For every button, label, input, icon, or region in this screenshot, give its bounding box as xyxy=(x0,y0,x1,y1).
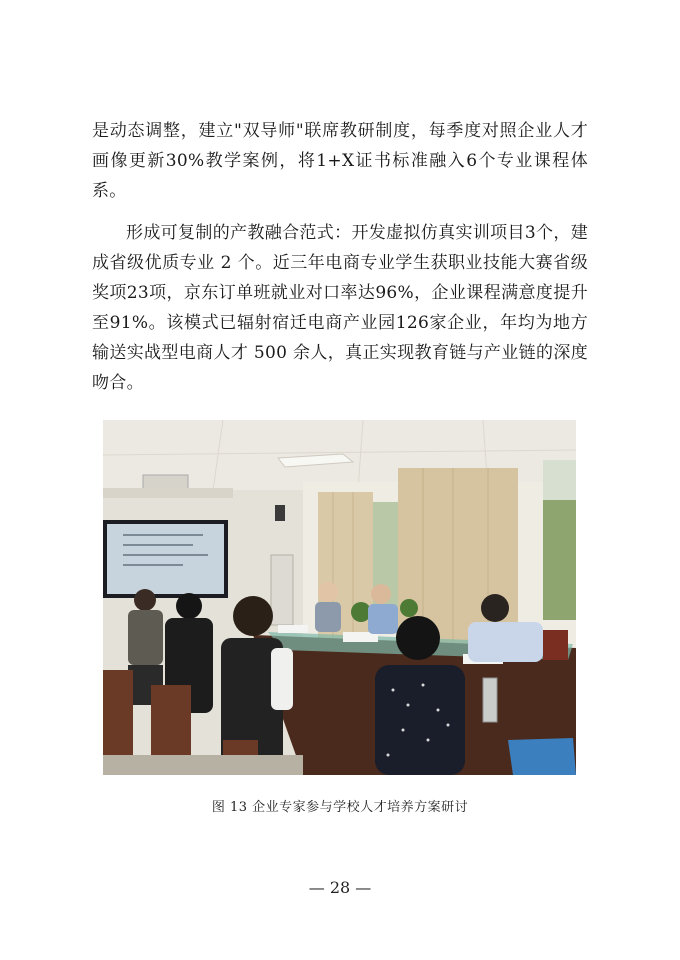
page-number: — 28 — xyxy=(308,878,372,897)
paragraph-continued: 是动态调整，建立"双导师"联席教研制度，每季度对照企业人才画像更新30%教学案例，将1+X证书标准融入6个专业课程体系。 xyxy=(92,121,588,201)
meeting-photo-illustration xyxy=(103,420,576,775)
figure-caption: 图 13 企业专家参与学校人才培养方案研讨 xyxy=(211,800,469,815)
meeting-photo xyxy=(103,420,576,775)
paragraph-results: 形成可复制的产教融合范式：开发虚拟仿真实训项目3个，建成省级优质专业 2 个。近三年电商专业学生获职业技能大赛省级奖项23项，京东订单班就业对口率达96%，企业课程满意度提升至91%。该模式已辐射宿迁电商产业园126家企业，年均为地方输送实战型电商人才 500 余人，真正实现教育链与产业链的深度吻合。 xyxy=(92,223,588,393)
